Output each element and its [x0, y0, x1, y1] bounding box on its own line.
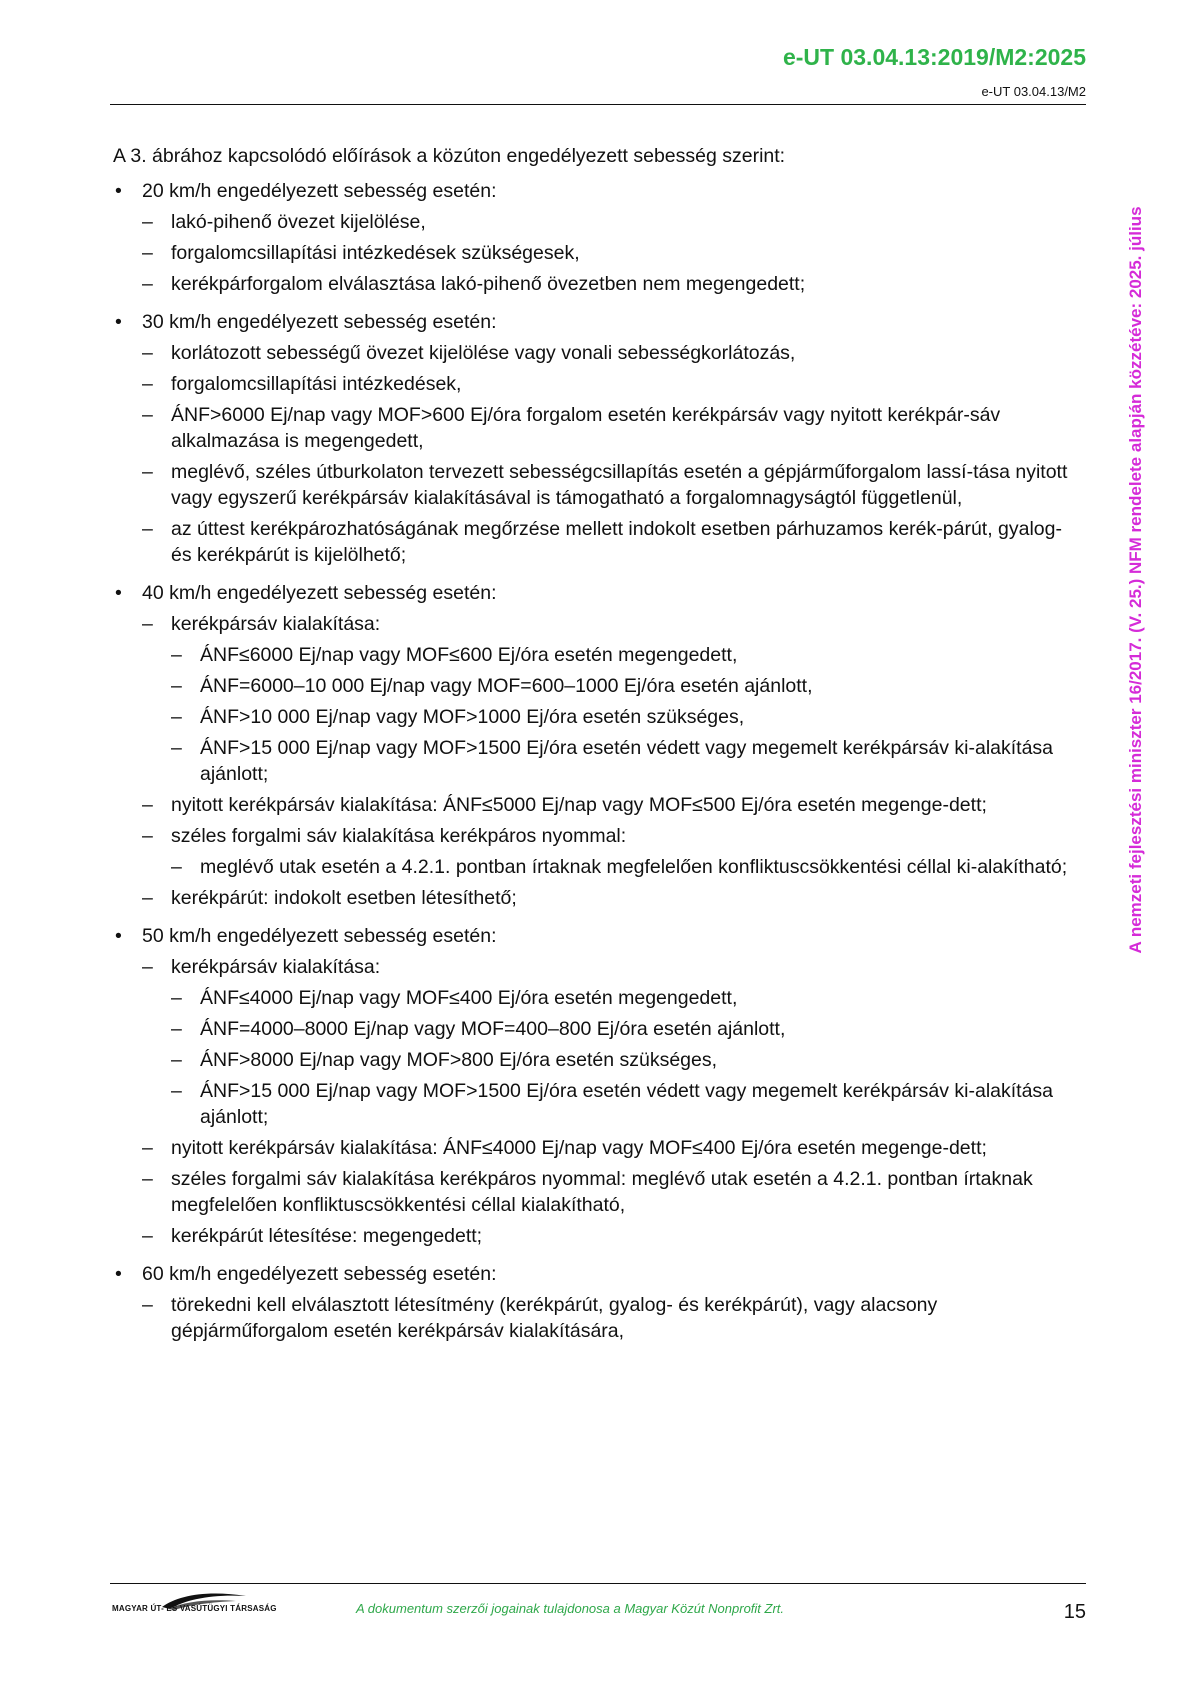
document-code: e-UT 03.04.13:2019/M2:2025	[782, 44, 1086, 70]
list-item: – széles forgalmi sáv kialakítása kerékpáros nyommal: meglévő utak esetén a 4.2.1. pontban írtaknak megfelelően konfliktuscsökkentési céllal kialakítható,	[113, 1166, 1087, 1218]
sub-list-item: – ÁNF=4000–8000 Ej/nap vagy MOF=400–800 Ej/óra esetén ajánlott,	[113, 1016, 1087, 1042]
speed-section	[113, 178, 1087, 297]
speed-section-label: • 30 km/h engedélyezett sebesség esetén:	[113, 309, 1087, 335]
speed-section	[113, 580, 1087, 911]
list-item: – kerékpárforgalom elválasztása lakó-pihenő övezetben nem megengedett;	[113, 271, 1087, 297]
speed-section-label: • 60 km/h engedélyezett sebesség esetén:	[113, 1261, 1087, 1287]
sub-list-item: – ÁNF>8000 Ej/nap vagy MOF>800 Ej/óra esetén szükséges,	[113, 1047, 1087, 1073]
sub-list-item: – ÁNF=6000–10 000 Ej/nap vagy MOF=600–1000 Ej/óra esetén ajánlott,	[113, 673, 1087, 699]
footer-divider	[110, 1583, 1086, 1584]
list-item: – kerékpársáv kialakítása:	[113, 954, 1087, 980]
list-item: – nyitott kerékpársáv kialakítása: ÁNF≤5000 Ej/nap vagy MOF≤500 Ej/óra esetén megenge-dett;	[113, 792, 1087, 818]
list-item: – lakó-pihenő övezet kijelölése,	[113, 209, 1087, 235]
sub-list-item: – ÁNF≤6000 Ej/nap vagy MOF≤600 Ej/óra esetén megengedett,	[113, 642, 1087, 668]
speed-sections	[113, 178, 1087, 1344]
speed-section	[113, 923, 1087, 1249]
list-item: – korlátozott sebességű övezet kijelölése vagy vonali sebességkorlátozás,	[113, 340, 1087, 366]
list-item: – kerékpárút: indokolt esetben létesíthető;	[113, 885, 1087, 911]
speed-section-label: • 50 km/h engedélyezett sebesség esetén:	[113, 923, 1087, 949]
header-divider	[110, 104, 1086, 105]
speed-section-label: • 40 km/h engedélyezett sebesség esetén:	[113, 580, 1087, 606]
sub-list-item: – ÁNF>10 000 Ej/nap vagy MOF>1000 Ej/óra esetén szükséges,	[113, 704, 1087, 730]
copyright-note: A dokumentum szerzői jogainak tulajdonosa a Magyar Közút Nonprofit Zrt.	[356, 1601, 785, 1616]
sub-list-item: – ÁNF≤4000 Ej/nap vagy MOF≤400 Ej/óra esetén megengedett,	[113, 985, 1087, 1011]
sub-list-item: – meglévő utak esetén a 4.2.1. pontban írtaknak megfelelően konfliktuscsökkentési céllal ki-alakítható;	[113, 854, 1087, 880]
list-item: – forgalomcsillapítási intézkedések szükségesek,	[113, 240, 1087, 266]
list-item: – kerékpársáv kialakítása:	[113, 611, 1087, 637]
document-code-small: e-UT 03.04.13/M2	[981, 84, 1086, 99]
sub-list-item: – ÁNF>15 000 Ej/nap vagy MOF>1500 Ej/óra esetén védett vagy megemelt kerékpársáv ki-alakítása ajánlott;	[113, 1078, 1087, 1130]
sub-list-item: – ÁNF>15 000 Ej/nap vagy MOF>1500 Ej/óra esetén védett vagy megemelt kerékpársáv ki-alakítása ajánlott;	[113, 735, 1087, 787]
side-publication-note-text: A nemzeti fejlesztési miniszter 16/2017. (V. 25.) NFM rendelete alapján közzétéve: 2025. július	[1126, 206, 1145, 954]
main-content	[113, 143, 1087, 1356]
list-item: – széles forgalmi sáv kialakítása kerékpáros nyommal:	[113, 823, 1087, 849]
page-number: 15	[1063, 1601, 1086, 1623]
list-item: – nyitott kerékpársáv kialakítása: ÁNF≤4000 Ej/nap vagy MOF≤400 Ej/óra esetén megenge-dett;	[113, 1135, 1087, 1161]
list-item: – az úttest kerékpározhatóságának megőrzése mellett indokolt esetben párhuzamos kerék-párút, gyalog- és kerékpárút is kijelölhető;	[113, 516, 1087, 568]
list-item: – ÁNF>6000 Ej/nap vagy MOF>600 Ej/óra forgalom esetén kerékpársáv vagy nyitott kerékpár-sáv alkalmazása is megengedett,	[113, 402, 1087, 454]
list-item: – törekedni kell elválasztott létesítmény (kerékpárút, gyalog- és kerékpárút), vagy alacsony gépjárműforgalom esetén kerékpársáv kialakítására,	[113, 1292, 1087, 1344]
speed-section	[113, 309, 1087, 568]
intro-paragraph: A 3. ábrához kapcsolódó előírások a közúton engedélyezett sebesség szerint:	[113, 145, 786, 167]
list-item: – kerékpárút létesítése: megengedett;	[113, 1223, 1087, 1249]
speed-section	[113, 1261, 1087, 1344]
speed-section-label: • 20 km/h engedélyezett sebesség esetén:	[113, 178, 1087, 204]
list-item: – meglévő, széles útburkolaton tervezett sebességcsillapítás esetén a gépjárműforgalom lassí-tása nyitott vagy egyszerű kerékpársáv kialakításával is támogatható a forgalomnagyságtól függetlenül,	[113, 459, 1087, 511]
list-item: – forgalomcsillapítási intézkedések,	[113, 371, 1087, 397]
society-logo-text: MAGYAR ÚT- ÉS VASÚTÜGYI TÁRSASÁG	[112, 1604, 277, 1613]
